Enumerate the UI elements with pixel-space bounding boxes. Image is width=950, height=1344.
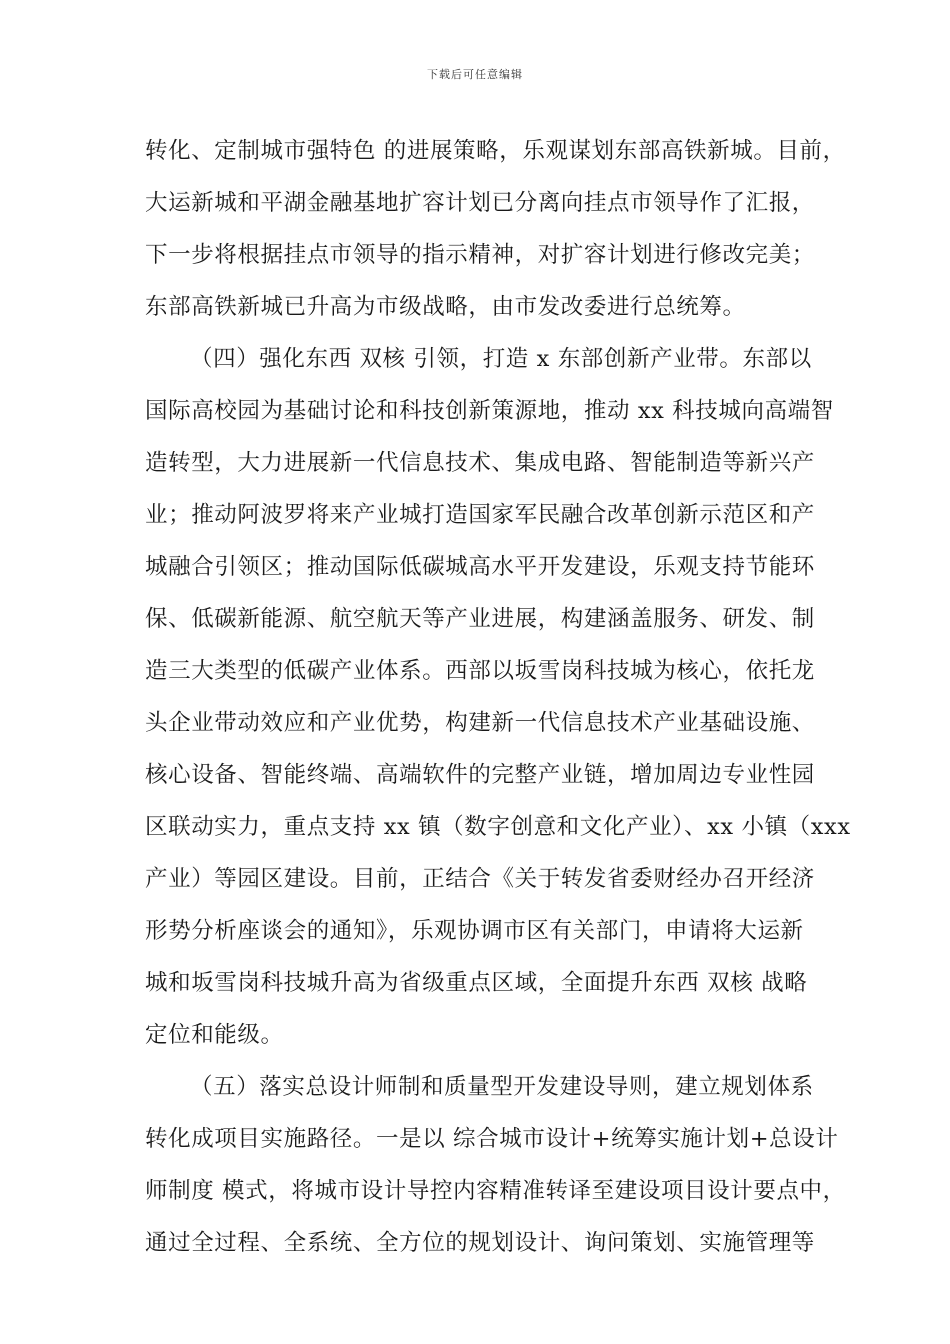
text-line: 造转型，大力进展新一代信息技术、集成电路、智能制造等新兴产 [145, 450, 815, 476]
text-line: 通过全过程、全系统、全方位的规划设计、询问策划、实施管理等 [145, 1230, 815, 1256]
text-line: 产业）等园区建设。目前，正结合《关于转发省委财经办召开经济 [145, 866, 815, 892]
paragraph-5-heading-line: （五）落实总设计师制和质量型开发建设导则，建立规划体系 [190, 1074, 814, 1100]
text-line: 转化、定制城市强特色 的进展策略，乐观谋划东部高铁新城。目前， [145, 138, 846, 164]
text-line: 师制度 模式，将城市设计导控内容精准转译至建设项目设计要点中， [145, 1178, 846, 1204]
document-body [145, 129, 851, 1273]
paragraph-4-heading-line: （四）强化东西 双核 引领，打造 x 东部创新产业带。东部以 [190, 346, 812, 372]
text-line: 城和坂雪岗科技城升高为省级重点区域，全面提升东西 双核 战略 [145, 970, 808, 996]
text-line: 城融合引领区；推动国际低碳城高水平开发建设，乐观支持节能环 [145, 554, 815, 580]
text-line: 大运新城和平湖金融基地扩容计划已分离向挂点市领导作了汇报， [145, 190, 815, 216]
text-line: 形势分析座谈会的通知》，乐观协调市区有关部门，申请将大运新 [145, 918, 804, 944]
text-line: 保、低碳新能源、航空航天等产业进展，构建涵盖服务、研发、制 [145, 606, 815, 632]
text-line: 业；推动阿波罗将来产业城打造国家军民融合改革创新示范区和产 [145, 502, 815, 528]
text-line: 东部高铁新城已升高为市级战略，由市发改委进行总统筹。 [145, 294, 746, 320]
text-line: 定位和能级。 [145, 1022, 284, 1048]
text-line: 下一步将根据挂点市领导的指示精神，对扩容计划进行修改完美； [145, 242, 815, 268]
text-line: 国际高校园为基础讨论和科技创新策源地，推动 xx 科技城向高端智 [145, 398, 834, 424]
text-line: 区联动实力，重点支持 xx 镇（数字创意和文化产业）、xx 小镇（xxx [145, 814, 851, 840]
text-line: 核心设备、智能终端、高端软件的完整产业链，增加周边专业性园 [145, 762, 815, 788]
text-line: 转化成项目实施路径。一是以 综合城市设计+统筹实施计划+总设计 [145, 1126, 839, 1152]
page-header: 下载后可任意编辑 [427, 68, 523, 81]
text-line: 头企业带动效应和产业优势，构建新一代信息技术产业基础设施、 [145, 710, 815, 736]
text-line: 造三大类型的低碳产业体系。西部以坂雪岗科技城为核心，依托龙 [145, 658, 815, 684]
